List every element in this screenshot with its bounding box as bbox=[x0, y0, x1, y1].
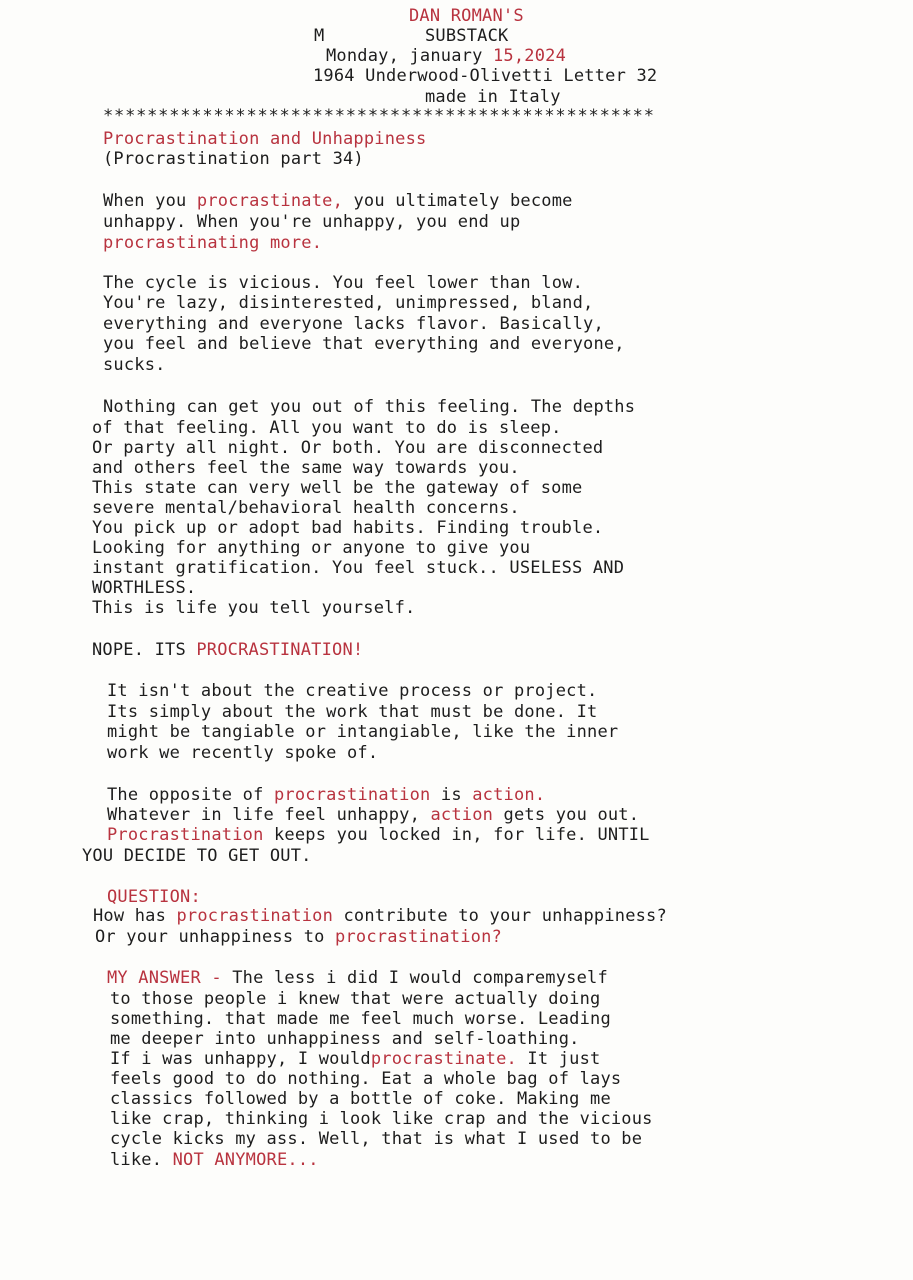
header-initial: M bbox=[314, 26, 325, 46]
text-span: How has bbox=[93, 906, 177, 926]
answer-line-9: cycle kicks my ass. Well, that is what I used to be bbox=[110, 1129, 643, 1149]
p5-line-3 bbox=[107, 825, 650, 845]
article-title: Procrastination and Unhappiness bbox=[103, 129, 427, 149]
answer-line-7: classics followed by a bottle of coke. Making me bbox=[110, 1089, 611, 1109]
text-span: If i was unhappy, I would bbox=[110, 1049, 371, 1069]
text-span: It just bbox=[516, 1049, 601, 1069]
p3-line-10: WORTHLESS. bbox=[92, 578, 197, 598]
p2-line-4: you feel and believe that everything and everyone, bbox=[103, 334, 625, 354]
p5-line-4: YOU DECIDE TO GET OUT. bbox=[82, 846, 312, 866]
p1-line-3: procrastinating more. bbox=[103, 233, 323, 253]
highlight-span: PROCRASTINATION! bbox=[196, 640, 364, 660]
p3-line-9: instant gratification. You feel stuck.. USELESS AND bbox=[92, 558, 625, 578]
text-span: gets you out. bbox=[493, 805, 640, 825]
p3-line-5: This state can very well be the gateway of some bbox=[92, 478, 583, 498]
text-span: NOPE. ITS bbox=[92, 640, 197, 660]
answer-label: MY ANSWER - bbox=[107, 968, 233, 988]
text-span: you ultimately become bbox=[343, 191, 573, 211]
p3-line-6: severe mental/behavioral health concerns. bbox=[92, 498, 520, 518]
question-line-2 bbox=[95, 927, 502, 947]
p1-line-2: unhappy. When you're unhappy, you end up bbox=[103, 212, 521, 232]
p5-line-1 bbox=[107, 785, 545, 805]
answer-line-5 bbox=[110, 1049, 600, 1069]
p4-line-4: work we recently spoke of. bbox=[107, 743, 379, 763]
answer-line-2: to those people i knew that were actually doing bbox=[110, 989, 601, 1009]
answer-line-1 bbox=[107, 968, 608, 988]
text-span: When you bbox=[103, 191, 197, 211]
highlight-span: action. bbox=[472, 785, 546, 805]
p4-line-1: It isn't about the creative process or project. bbox=[107, 681, 598, 701]
question-line-1 bbox=[93, 906, 667, 926]
p2-line-3: everything and everyone lacks flavor. Basically, bbox=[103, 314, 604, 334]
p4-line-2: Its simply about the work that must be done. It bbox=[107, 702, 598, 722]
nope-line bbox=[92, 640, 363, 660]
answer-line-10 bbox=[110, 1150, 319, 1170]
answer-line-3: something. that made me feel much worse. Leading bbox=[110, 1009, 611, 1029]
p2-line-5: sucks. bbox=[103, 355, 166, 375]
text-span: Or your unhappiness to bbox=[95, 927, 336, 947]
header-subtitle: SUBSTACK bbox=[425, 26, 509, 46]
text-span: keeps you locked in, for life. UNTIL bbox=[263, 825, 650, 845]
highlight-span: NOT ANYMORE... bbox=[172, 1150, 319, 1170]
date-prefix: Monday, january bbox=[326, 46, 493, 66]
text-span: contribute to your unhappiness? bbox=[333, 906, 667, 926]
p3-line-7: You pick up or adopt bad habits. Finding trouble. bbox=[92, 518, 604, 538]
p2-line-2: You're lazy, disinterested, unimpressed, bland, bbox=[103, 293, 594, 313]
answer-line-4: me deeper into unhappiness and self-loathing. bbox=[110, 1029, 580, 1049]
header-date bbox=[326, 46, 566, 66]
question-label: QUESTION: bbox=[107, 887, 201, 907]
text-span: like. bbox=[110, 1150, 173, 1170]
p1-line-1 bbox=[103, 191, 573, 211]
p3-line-11: This is life you tell yourself. bbox=[92, 598, 416, 618]
date-value: 15,2024 bbox=[492, 46, 567, 66]
p3-line-2: of that feeling. All you want to do is sleep. bbox=[92, 418, 562, 438]
asterisk-rule: ************************************************** bbox=[103, 106, 655, 126]
highlight-span: procrastination bbox=[176, 906, 334, 926]
p3-line-3: Or party all night. Or both. You are disconnected bbox=[92, 438, 604, 458]
highlight-span: Procrastination bbox=[107, 825, 264, 845]
highlight-span: procrastinate. bbox=[370, 1049, 517, 1069]
article-subtitle: (Procrastination part 34) bbox=[103, 149, 364, 169]
header-origin: made in Italy bbox=[425, 87, 561, 107]
header-machine: 1964 Underwood-Olivetti Letter 32 bbox=[313, 66, 658, 86]
text-span: Whatever in life feel unhappy, bbox=[107, 805, 431, 825]
p2-line-1: The cycle is vicious. You feel lower than low. bbox=[103, 273, 584, 293]
p3-line-1: Nothing can get you out of this feeling. The depths bbox=[103, 397, 636, 417]
p4-line-3: might be tangiable or intangiable, like the inner bbox=[107, 722, 619, 742]
text-span: is bbox=[430, 785, 473, 805]
highlight-span: procrastination? bbox=[335, 927, 502, 947]
highlight-span: action bbox=[430, 805, 494, 825]
text-span: The opposite of bbox=[107, 785, 274, 805]
answer-line-8: like crap, thinking i look like crap and the vicious bbox=[110, 1109, 653, 1129]
text-span: The less i did I would comparemyself bbox=[232, 968, 608, 988]
p3-line-4: and others feel the same way towards you. bbox=[92, 458, 520, 478]
highlight-span: procrastinate, bbox=[196, 191, 344, 211]
answer-line-6: feels good to do nothing. Eat a whole bag of lays bbox=[110, 1069, 622, 1089]
p3-line-8: Looking for anything or anyone to give you bbox=[92, 538, 531, 558]
highlight-span: procrastination bbox=[273, 785, 431, 805]
header-title: DAN ROMAN'S bbox=[409, 6, 524, 26]
p5-line-2 bbox=[107, 805, 639, 825]
